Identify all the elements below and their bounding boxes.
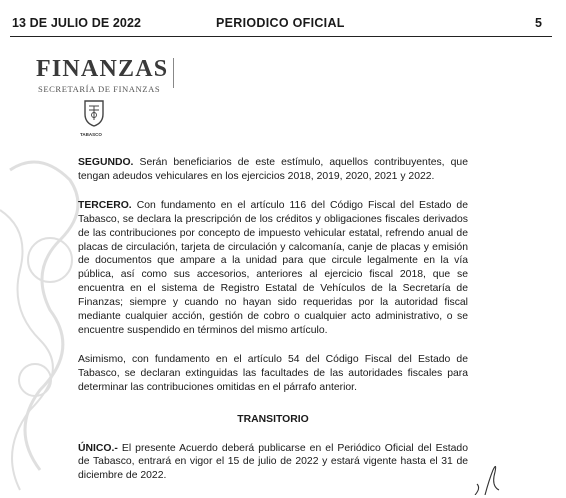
paragraph-lead: ÚNICO.- [78, 442, 118, 454]
paragraph-text: Con fundamento en el artículo 116 del Código Fiscal del Estado de Tabasco, se declara la prescripción de los créditos y obligaciones fiscales derivados de las contribuciones por concepto de impuesto vehicular estatal, refrendo anual de placas de circulación, tarjeta de circulación y calcomanía, canje de placas y emisión de documentos que ampare a la unidad para que circule legalmente en la vía pública, así como sus accesorios, anteriores al ejercicio fiscal 2018, que se encuentra en el sistema de Registro Estatal de Vehículos de la Secretaría de Finanzas; siempre y cuando no hayan sido requeridas por la autoridad fiscal mediante cualquier acción, gestión de cobro o cualquier acto administrativo, o se encuentre suspendido en términos del mismo artículo. [78, 199, 468, 336]
paragraph-lead: TERCERO. [78, 199, 132, 211]
logo-divider [173, 58, 174, 88]
transitorio-heading: TRANSITORIO [237, 413, 309, 425]
paragraph-tercero [78, 199, 468, 338]
paragraph-text: Asimismo, con fundamento en el artículo 54 del Código Fiscal del Estado de Tabasco, se declaran extinguidas las facultades de las autoridades fiscales para determinar las contribuciones omitidas en el párrafo anterior. [78, 353, 468, 393]
page-header [0, 0, 566, 40]
tabasco-crest-icon [82, 98, 106, 128]
header-date: 13 DE JULIO DE 2022 [12, 16, 142, 30]
paragraph-text: Serán beneficiarios de este estímulo, aquellos contribuyentes, que tengan adeudos vehiculares en los ejercicios 2018, 2019, 2020, 2021 y 2022. [78, 157, 468, 182]
header-page-number: 5 [535, 16, 542, 30]
paragraph-text: El presente Acuerdo deberá publicarse en el Periódico Oficial del Estado de Tabasco, entrará en vigor el 15 de julio de 2022 y estará vigente hasta el 31 de diciembre de 2022. [78, 442, 468, 482]
paragraph-lead: SEGUNDO. [78, 157, 134, 168]
header-rule [10, 36, 552, 37]
crest-label: TABASCO [80, 132, 102, 137]
finanzas-logo [36, 56, 196, 142]
paragraph-segundo [78, 156, 468, 184]
document-body [78, 156, 468, 498]
logo-subtitle: SECRETARÍA DE FINANZAS [38, 84, 161, 94]
logo-title: FINANZAS [36, 56, 169, 82]
paragraph-asimismo [78, 353, 468, 395]
header-publication: PERIODICO OFICIAL [216, 16, 345, 30]
paragraph-unico [78, 442, 468, 484]
signature-mark [455, 440, 566, 495]
